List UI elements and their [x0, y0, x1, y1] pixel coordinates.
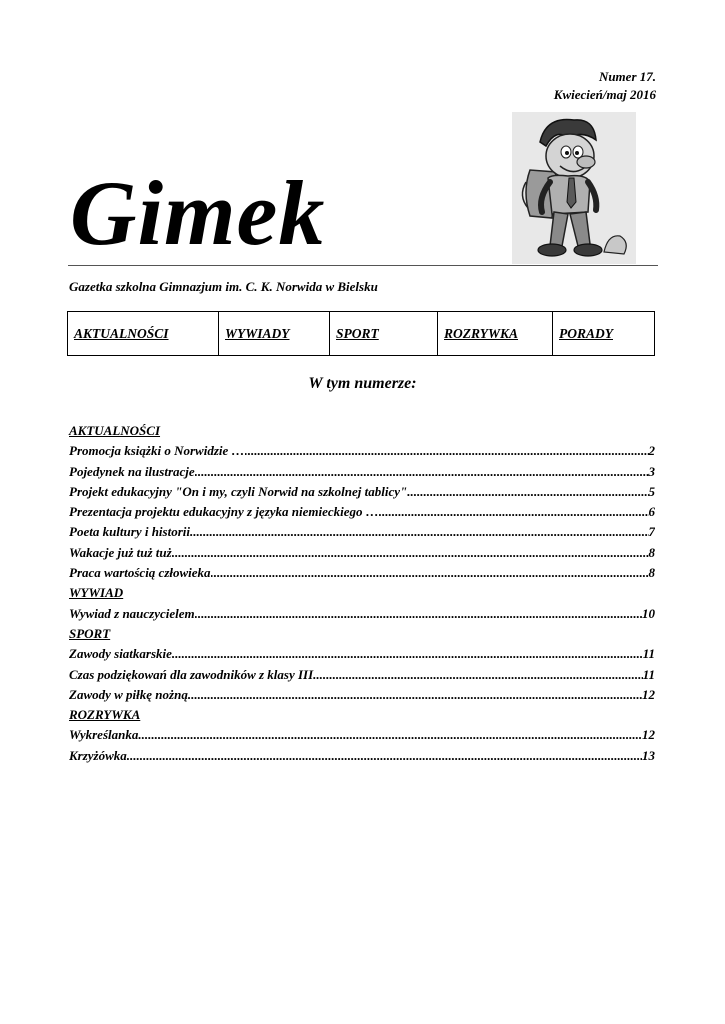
- toc-entry-page: 11: [642, 646, 655, 662]
- mascot-illustration: [512, 112, 636, 264]
- toc-entry[interactable]: [69, 462, 655, 482]
- toc-entry-page: 10: [642, 605, 655, 621]
- toc-entry[interactable]: [69, 482, 655, 502]
- boy-with-backpack-icon: [512, 112, 636, 264]
- toc-dot-leader: [379, 502, 649, 522]
- nav-item-sport[interactable]: SPORT: [330, 312, 438, 355]
- toc-dot-leader: [188, 685, 642, 705]
- section-nav: [67, 311, 655, 356]
- toc-entry-page: 11: [642, 666, 655, 682]
- toc-entry-title: Poeta kultury i historii: [69, 524, 190, 540]
- toc-entry-title: Czas podziękowań dla zawodników z klasy III: [69, 666, 314, 682]
- toc-dot-leader: [245, 441, 649, 461]
- toc-entry-title: Wywiad z nauczycielem: [69, 605, 195, 621]
- toc-entry-title: Zawody siatkarskie: [69, 646, 172, 662]
- toc-entry-title: Zawody w piłkę nożną: [69, 686, 188, 702]
- issue-number: Numer 17.: [598, 69, 656, 84]
- toc-entry-page: 8: [648, 544, 655, 560]
- toc-entry-page: 5: [648, 483, 655, 499]
- toc-entry[interactable]: [69, 644, 655, 664]
- toc-entry[interactable]: [69, 563, 655, 583]
- nav-item-wywiady[interactable]: WYWIADY: [219, 312, 330, 355]
- toc-section-wywiad: WYWIAD: [69, 585, 124, 601]
- toc-dot-leader: [138, 725, 642, 745]
- table-of-contents: [69, 421, 655, 766]
- toc-entry-title: Projekt edukacyjny "On i my, czyli Norwid na szkolnej tablicy": [69, 483, 408, 499]
- toc-entry-title: Krzyżówka: [69, 747, 127, 763]
- toc-entry-page: 6: [648, 504, 655, 520]
- toc-dot-leader: [211, 563, 649, 583]
- toc-entry-title: Wakacje już tuż tuż: [69, 544, 172, 560]
- toc-entry-title: Promocja książki o Norwidzie …: [69, 443, 245, 459]
- toc-heading: W tym numerze:: [308, 375, 417, 392]
- toc-dot-leader: [127, 746, 642, 766]
- toc-entry-title: Wykreślanka: [69, 727, 139, 743]
- toc-dot-leader: [313, 665, 643, 685]
- toc-entry-page: 2: [648, 443, 655, 459]
- toc-entry[interactable]: [69, 522, 655, 542]
- toc-entry-page: 12: [642, 727, 655, 743]
- toc-entry-page: 12: [642, 686, 655, 702]
- toc-dot-leader: [172, 644, 643, 664]
- toc-dot-leader: [195, 604, 642, 624]
- toc-dot-leader: [172, 543, 649, 563]
- newspaper-title: Gimek: [70, 162, 326, 264]
- title-divider: [68, 265, 658, 266]
- toc-entry[interactable]: [69, 665, 655, 685]
- toc-entry-title: Prezentacja projektu edukacyjny z języka niemieckiego …: [69, 504, 379, 520]
- issue-date: Kwiecień/maj 2016: [553, 87, 656, 102]
- toc-entry[interactable]: [69, 685, 655, 705]
- toc-entry[interactable]: [69, 543, 655, 563]
- nav-item-aktualnosci[interactable]: AKTUALNOŚCI: [68, 312, 219, 355]
- toc-entry[interactable]: [69, 441, 655, 461]
- toc-entry-title: Praca wartością człowieka: [69, 565, 211, 581]
- nav-item-porady[interactable]: PORADY: [559, 325, 613, 341]
- toc-entry-page: 8: [648, 565, 655, 581]
- toc-entry-page: 13: [642, 747, 655, 763]
- issue-info: [554, 68, 656, 104]
- toc-entry-title: Pojedynek na ilustracje: [69, 463, 195, 479]
- nav-item-rozrywka[interactable]: ROZRYWKA: [438, 312, 553, 355]
- toc-entry[interactable]: [69, 725, 655, 745]
- toc-entry[interactable]: [69, 604, 655, 624]
- toc-dot-leader: [190, 522, 649, 542]
- toc-section-aktualnosci: AKTUALNOŚCI: [69, 423, 161, 438]
- toc-entry-page: 3: [648, 463, 655, 479]
- toc-section-sport: SPORT: [69, 625, 111, 641]
- toc-entry-page: 7: [648, 524, 655, 540]
- toc-entry[interactable]: [69, 502, 655, 522]
- toc-dot-leader: [195, 462, 649, 482]
- toc-entry[interactable]: [69, 746, 655, 766]
- toc-dot-leader: [407, 482, 648, 502]
- newspaper-subtitle: Gazetka szkolna Gimnazjum im. C. K. Norwida w Bielsku: [69, 279, 378, 294]
- toc-section-rozrywka: ROZRYWKA: [69, 707, 141, 723]
